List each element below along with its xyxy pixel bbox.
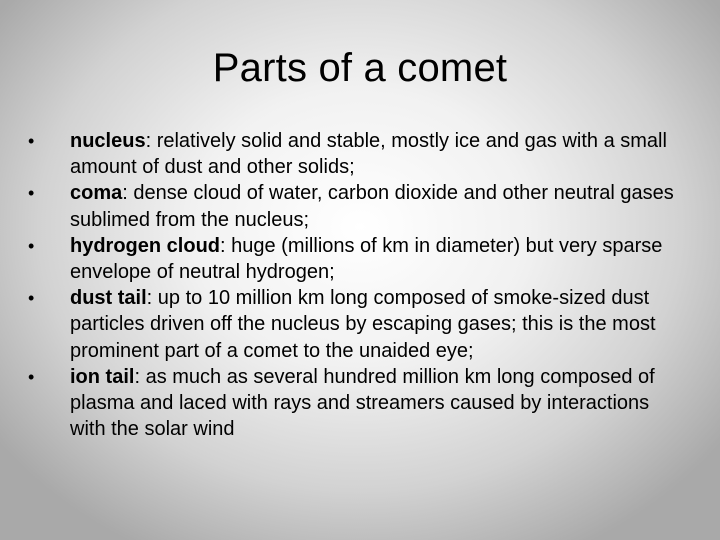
bullet-list [28, 128, 678, 442]
bullet-description: : as much as several hundred million km long composed of plasma and laced with rays and streamers caused by interactions with the solar wind [70, 365, 655, 441]
bullet-item-coma [28, 180, 678, 232]
slide-title: Parts of a comet [212, 46, 508, 90]
bullet-term: hydrogen cloud [70, 234, 220, 257]
bullet-description: : relatively solid and stable, mostly ice and gas with a small amount of dust and other solids; [70, 130, 667, 179]
bullet-icon: • [28, 366, 35, 387]
bullet-icon: • [28, 131, 35, 151]
bullet-item-ion-tail [28, 364, 678, 443]
bullet-icon: • [28, 288, 35, 309]
bullet-term: nucleus [70, 130, 146, 152]
bullet-description: : dense cloud of water, carbon dioxide and other neutral gases sublimed from the nucleus; [70, 182, 674, 231]
bullet-term: ion tail [70, 365, 135, 388]
bullet-term: coma [70, 182, 123, 205]
bullet-icon: • [28, 235, 35, 256]
bullet-icon: • [28, 183, 35, 204]
bullet-term: dust tail [70, 287, 147, 310]
bullet-item-hydrogen-cloud [28, 233, 678, 285]
bullet-item-nucleus [28, 128, 678, 180]
bullet-description: : up to 10 million km long composed of smoke-sized dust particles driven off the nucleus by escaping gases; this is the most prominent part of a comet to the unaided eye; [70, 287, 656, 362]
bullet-description: : huge (millions of km in diameter) but very sparse envelope of neutral hydrogen; [70, 234, 663, 284]
bullet-item-dust-tail [28, 285, 678, 364]
